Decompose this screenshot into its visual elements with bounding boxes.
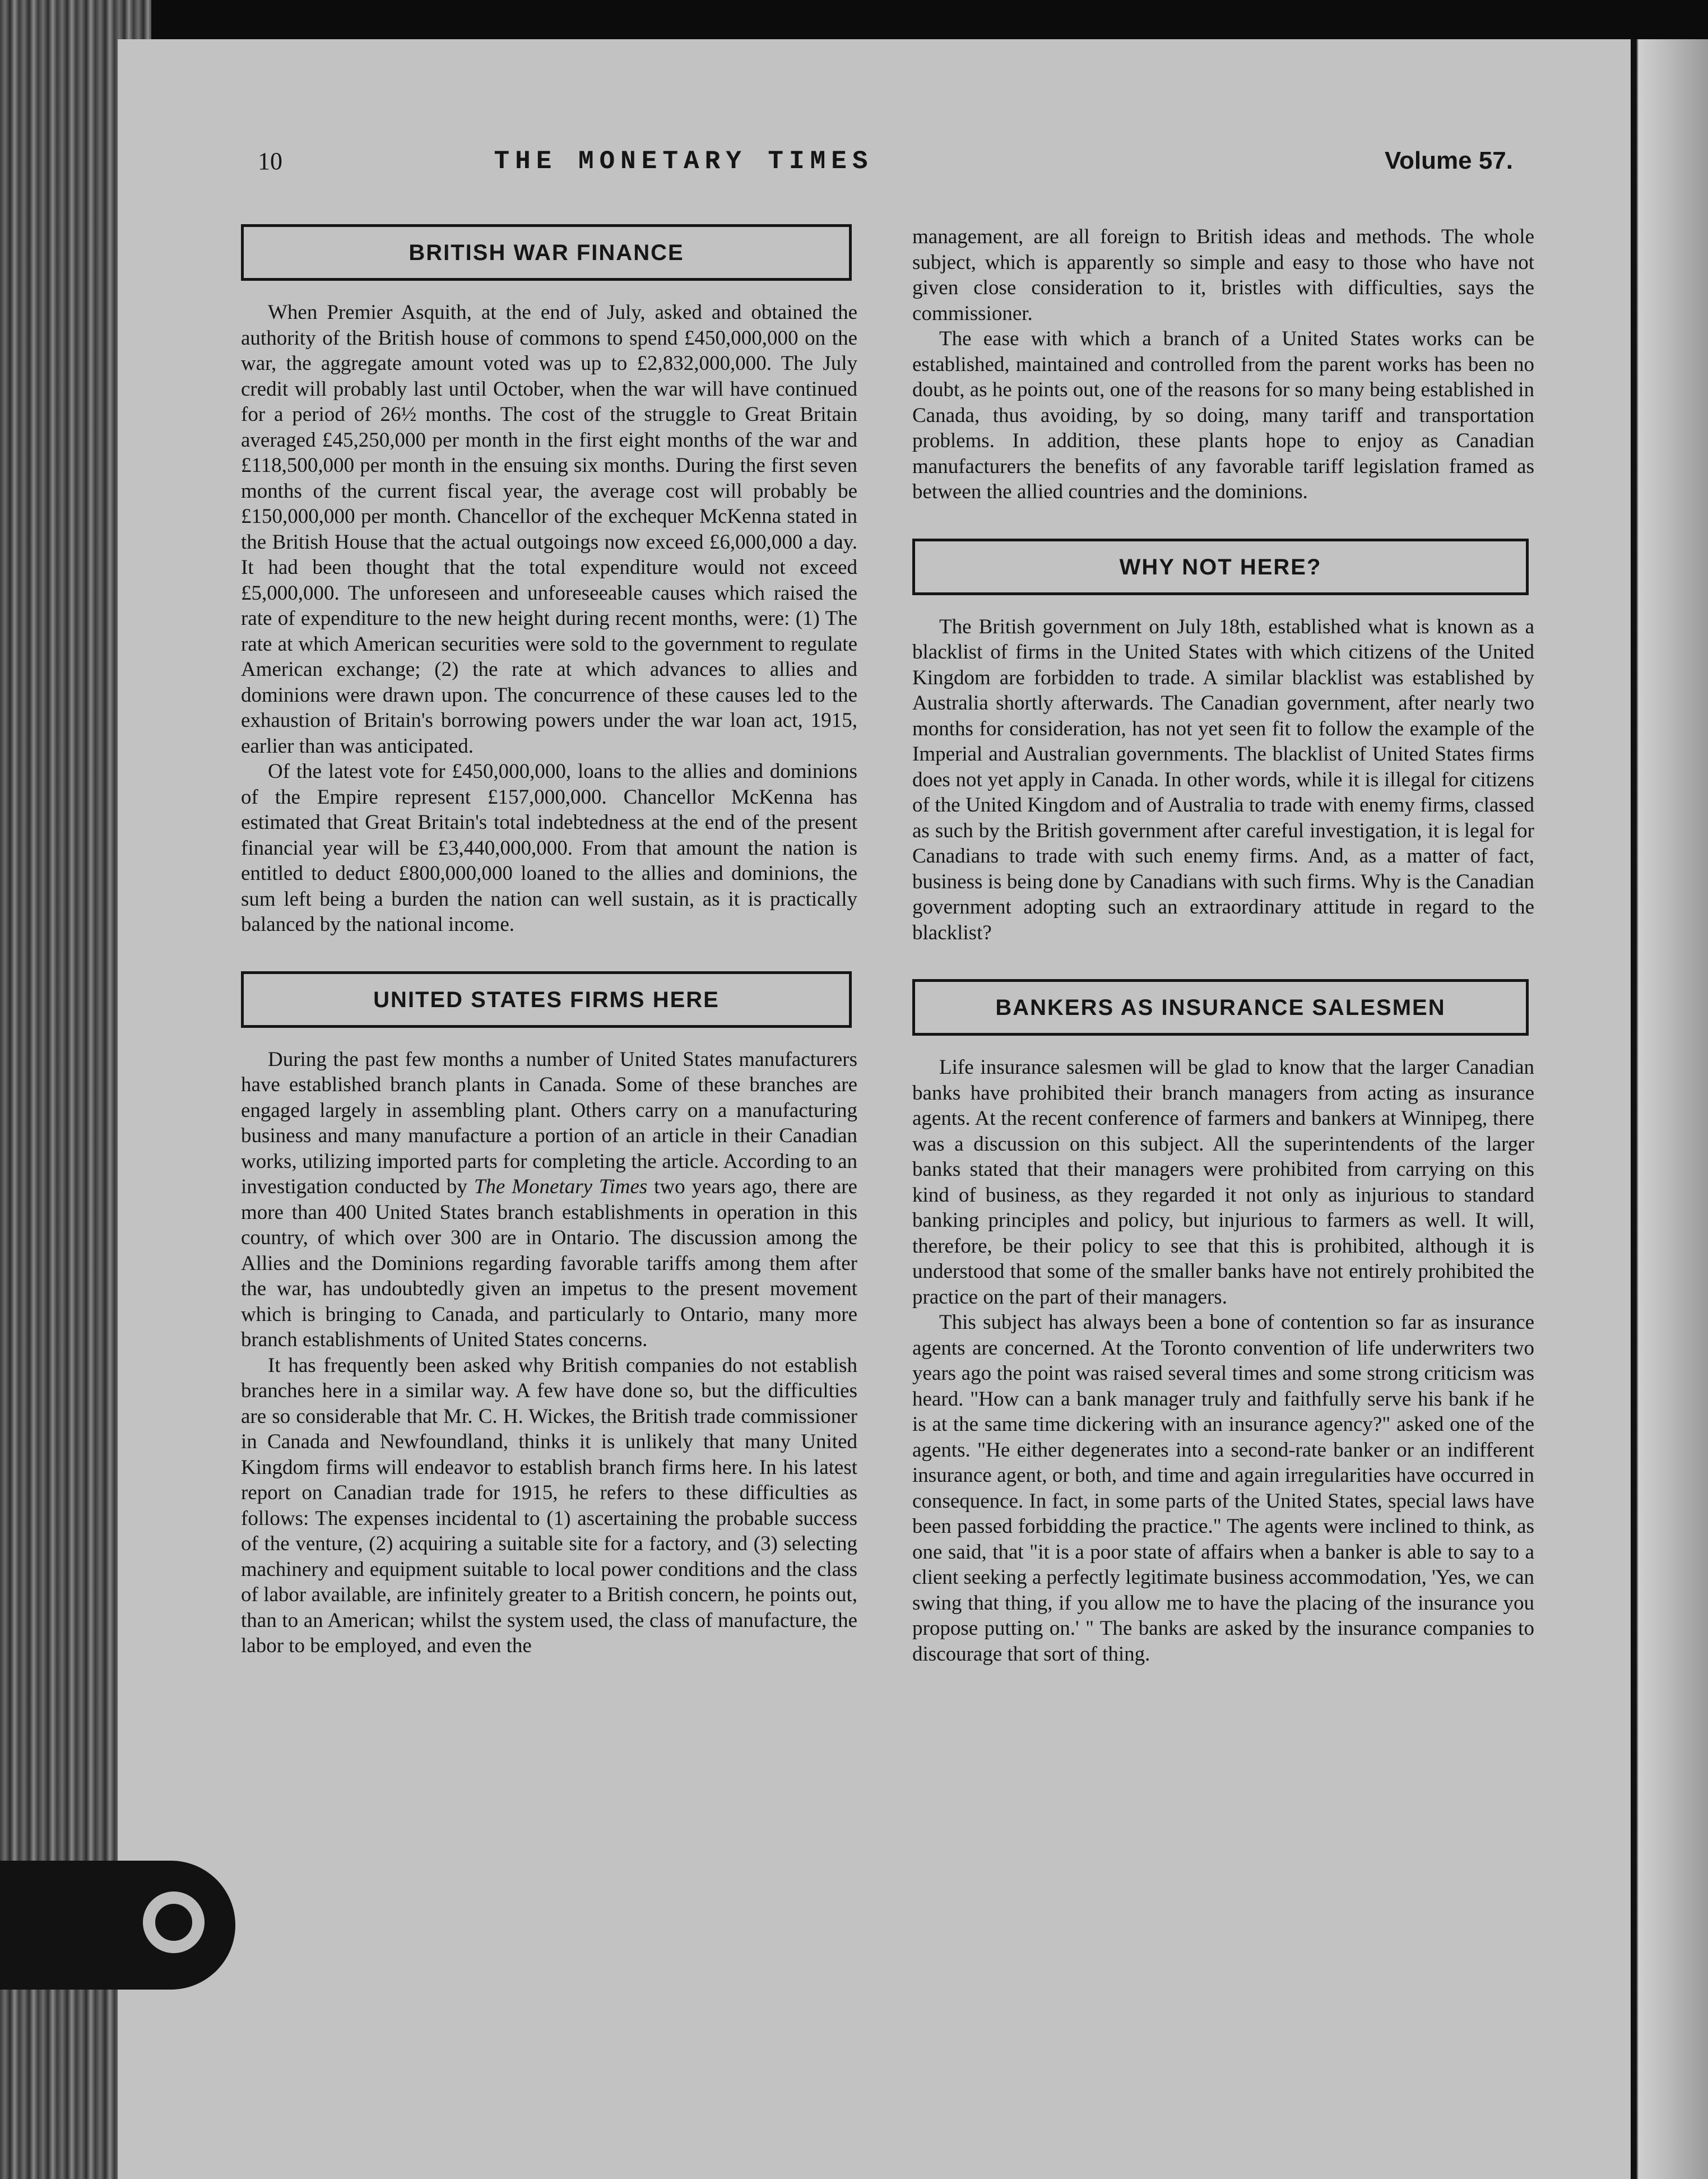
publication-reference: The Monetary Times <box>474 1175 648 1198</box>
article-paragraph: Life insurance salesmen will be glad to know that the larger Canadian banks have prohibited their branch managers from acting as insurance agents. At the recent conference of farmers and bankers at Winnipeg, there was a discussion on this subject. All the superintendents of the larger banks stated that their managers were prohibited from carrying on this kind of business, as they regarded it not only as injurious to standard banking principles and policy, but injurious to farmers as well. It will, therefore, be their policy to see that this is prohibited, although it is understood that some of the smaller banks have not entirely prohibited the practice on the part of their managers. <box>912 1056 1534 1309</box>
section-heading-why-not-here: WHY NOT HERE? <box>912 539 1529 595</box>
article-paragraph: When Premier Asquith, at the end of July, asked and obtained the authority of the British house of commons to spend £450,000,000 on the war, the aggregate amount voted was up to £2,832,000,000. The July credit will probably last until October, when the war will have continued for a period of 26½ months. The cost of the struggle to Great Britain averaged £45,250,000 per month in the first eight months of the war and £118,500,000 per month in the ensuing six months. During the first seven months of the current fiscal year, the average cost will probably be £150,000,000 per month. Chancellor of the exchequer McKenna stated in the British House that the actual outgoings now exceed £6,000,000 a day. It had been thought that the total expenditure would not exceed £5,000,000. The unforeseen and unforeseeable causes which raised the rate of expenditure to the new height during recent months, were: (1) The rate at which American securities were sold to the government to regulate American exchange; (2) the rate at which advances to allies and dominions were drawn upon. The concurrence of these causes led to the exhaustion of Britain's borrowing powers under the war loan act, 1915, earlier than was anticipated. <box>241 301 857 758</box>
article-paragraph: Of the latest vote for £450,000,000, loans to the allies and dominions of the Empire represent £157,000,000. Chancellor McKenna has estimated that Great Britain's total indebtedness at the end of the present financial year will be £3,440,000,000. From that amount the nation is entitled to deduct £800,000,000 loaned to the allies and dominions, the sum left being a burden the nation can well sustain, as it is practically balanced by the national income. <box>241 760 857 936</box>
section-gap <box>912 505 1534 539</box>
article-paragraph: The ease with which a branch of a United States works can be established, maintained and controlled from the parent works has been no doubt, as he points out, one of the reasons for so many being established in Canada, thus avoiding, by so doing, many tariff and transportation problems. In addition, these plants hope to enjoy as Canadian manufacturers the benefits of any favorable tariff legislation framed as between the allied countries and the dominions. <box>912 327 1534 503</box>
facing-page-edge <box>1631 39 1708 2179</box>
article-paragraph: management, are all foreign to British ideas and methods. The whole subject, which is apparently so simple and easy to those who have not given close consideration to it, bristles with difficulties, says the commissioner. <box>912 225 1534 325</box>
section-heading-united-states-firms-here: UNITED STATES FIRMS HERE <box>241 971 852 1028</box>
section-heading-british-war-finance: BRITISH WAR FINANCE <box>241 224 852 281</box>
page-number: 10 <box>258 147 282 175</box>
binder-clip-ring <box>143 1891 205 1953</box>
article-paragraph: The British government on July 18th, established what is known as a blacklist of firms in the United States with which citizens of the United Kingdom are forbidden to trade. A similar blacklist was established by Australia shortly afterwards. The Canadian government, after nearly two months for consideration, has not yet seen fit to follow the example of the Imperial and Australian governments. The blacklist of United States firms does not yet apply in Canada. In other words, while it is illegal for citizens of the United Kingdom and of Australia to trade with enemy firms, classed as such by the British government after careful investigation, it is legal for Canadians to trade with such enemy firms. And, as a matter of fact, business is being done by Canadians with such firms. Why is the Canadian government adopting such an extraordinary attitude in regard to the blacklist? <box>912 615 1534 944</box>
paragraph-text: two years ago, there are more than 400 United States branch establishments in operation in this country, of which over 300 are in Ontario. The discussion among the Allies and the Dominions regarding favorable tariffs among them after the war, has undoubtedly given an impetus to the present movement which is bringing to Canada, and particularly to Ontario, many more branch establishments of United States concerns. <box>241 1175 857 1351</box>
running-header <box>258 147 1513 192</box>
left-column <box>241 224 857 1659</box>
section-gap <box>912 945 1534 979</box>
article-paragraph: It has frequently been asked why British companies do not establish branches here in a similar way. A few have done so, but the difficulties are so considerable that Mr. C. H. Wickes, the British trade commissioner in Canada and Newfoundland, thinks it is unlikely that many United Kingdom firms will endeavor to establish branch firms here. In his latest report on Canadian trade for 1915, he refers to these difficulties as follows: The expenses incidental to (1) ascertaining the probable success of the venture, (2) acquiring a suitable site for a factory, and (3) selecting machinery and equipment suitable to local power conditions and the class of labor available, are infinitely greater to a British concern, he points out, than to an American; whilst the system used, the class of manufacture, the labor to be employed, and even the <box>241 1353 857 1657</box>
section-heading-bankers-as-insurance-salesmen: BANKERS AS INSURANCE SALESMEN <box>912 979 1529 1036</box>
section-gap <box>241 938 857 971</box>
publication-title: THE MONETARY TIMES <box>494 147 874 176</box>
article-paragraph <box>241 1047 857 1353</box>
article-paragraph: This subject has always been a bone of contention so far as insurance agents are concerned. At the Toronto convention of life underwriters two years ago the point was raised several times and some strong criticism was heard. "How can a bank manager truly and faithfully serve his bank if he is at the same time dickering with an insurance agency?" asked one of the agents. "He either degenerates into a second-rate banker or an indifferent insurance agent, or both, and time and again irregularities have occurred in consequence. In fact, in some parts of the United States, special laws have been passed forbidding the practice." The agents were inclined to think, as one said, that "it is a poor state of affairs when a banker is able to say to a client seeking a perfectly legitimate business accommodation, 'Yes, we can swing that thing, if you allow me to have the placing of the insurance you propose putting on.' " The banks are asked by the insurance companies to discourage that sort of thing. <box>912 1311 1534 1666</box>
volume-label: Volume 57. <box>1384 147 1513 174</box>
right-column <box>912 224 1534 1667</box>
paragraph-text: During the past few months a number of United States manufacturers have established branch plants in Canada. Some of these branches are engaged largely in assembling plant. Others carry on a manufacturing business and many manufacture a portion of an article in their Canadian works, utilizing imported parts for completing the article. According to an investigation conducted by <box>241 1047 857 1198</box>
